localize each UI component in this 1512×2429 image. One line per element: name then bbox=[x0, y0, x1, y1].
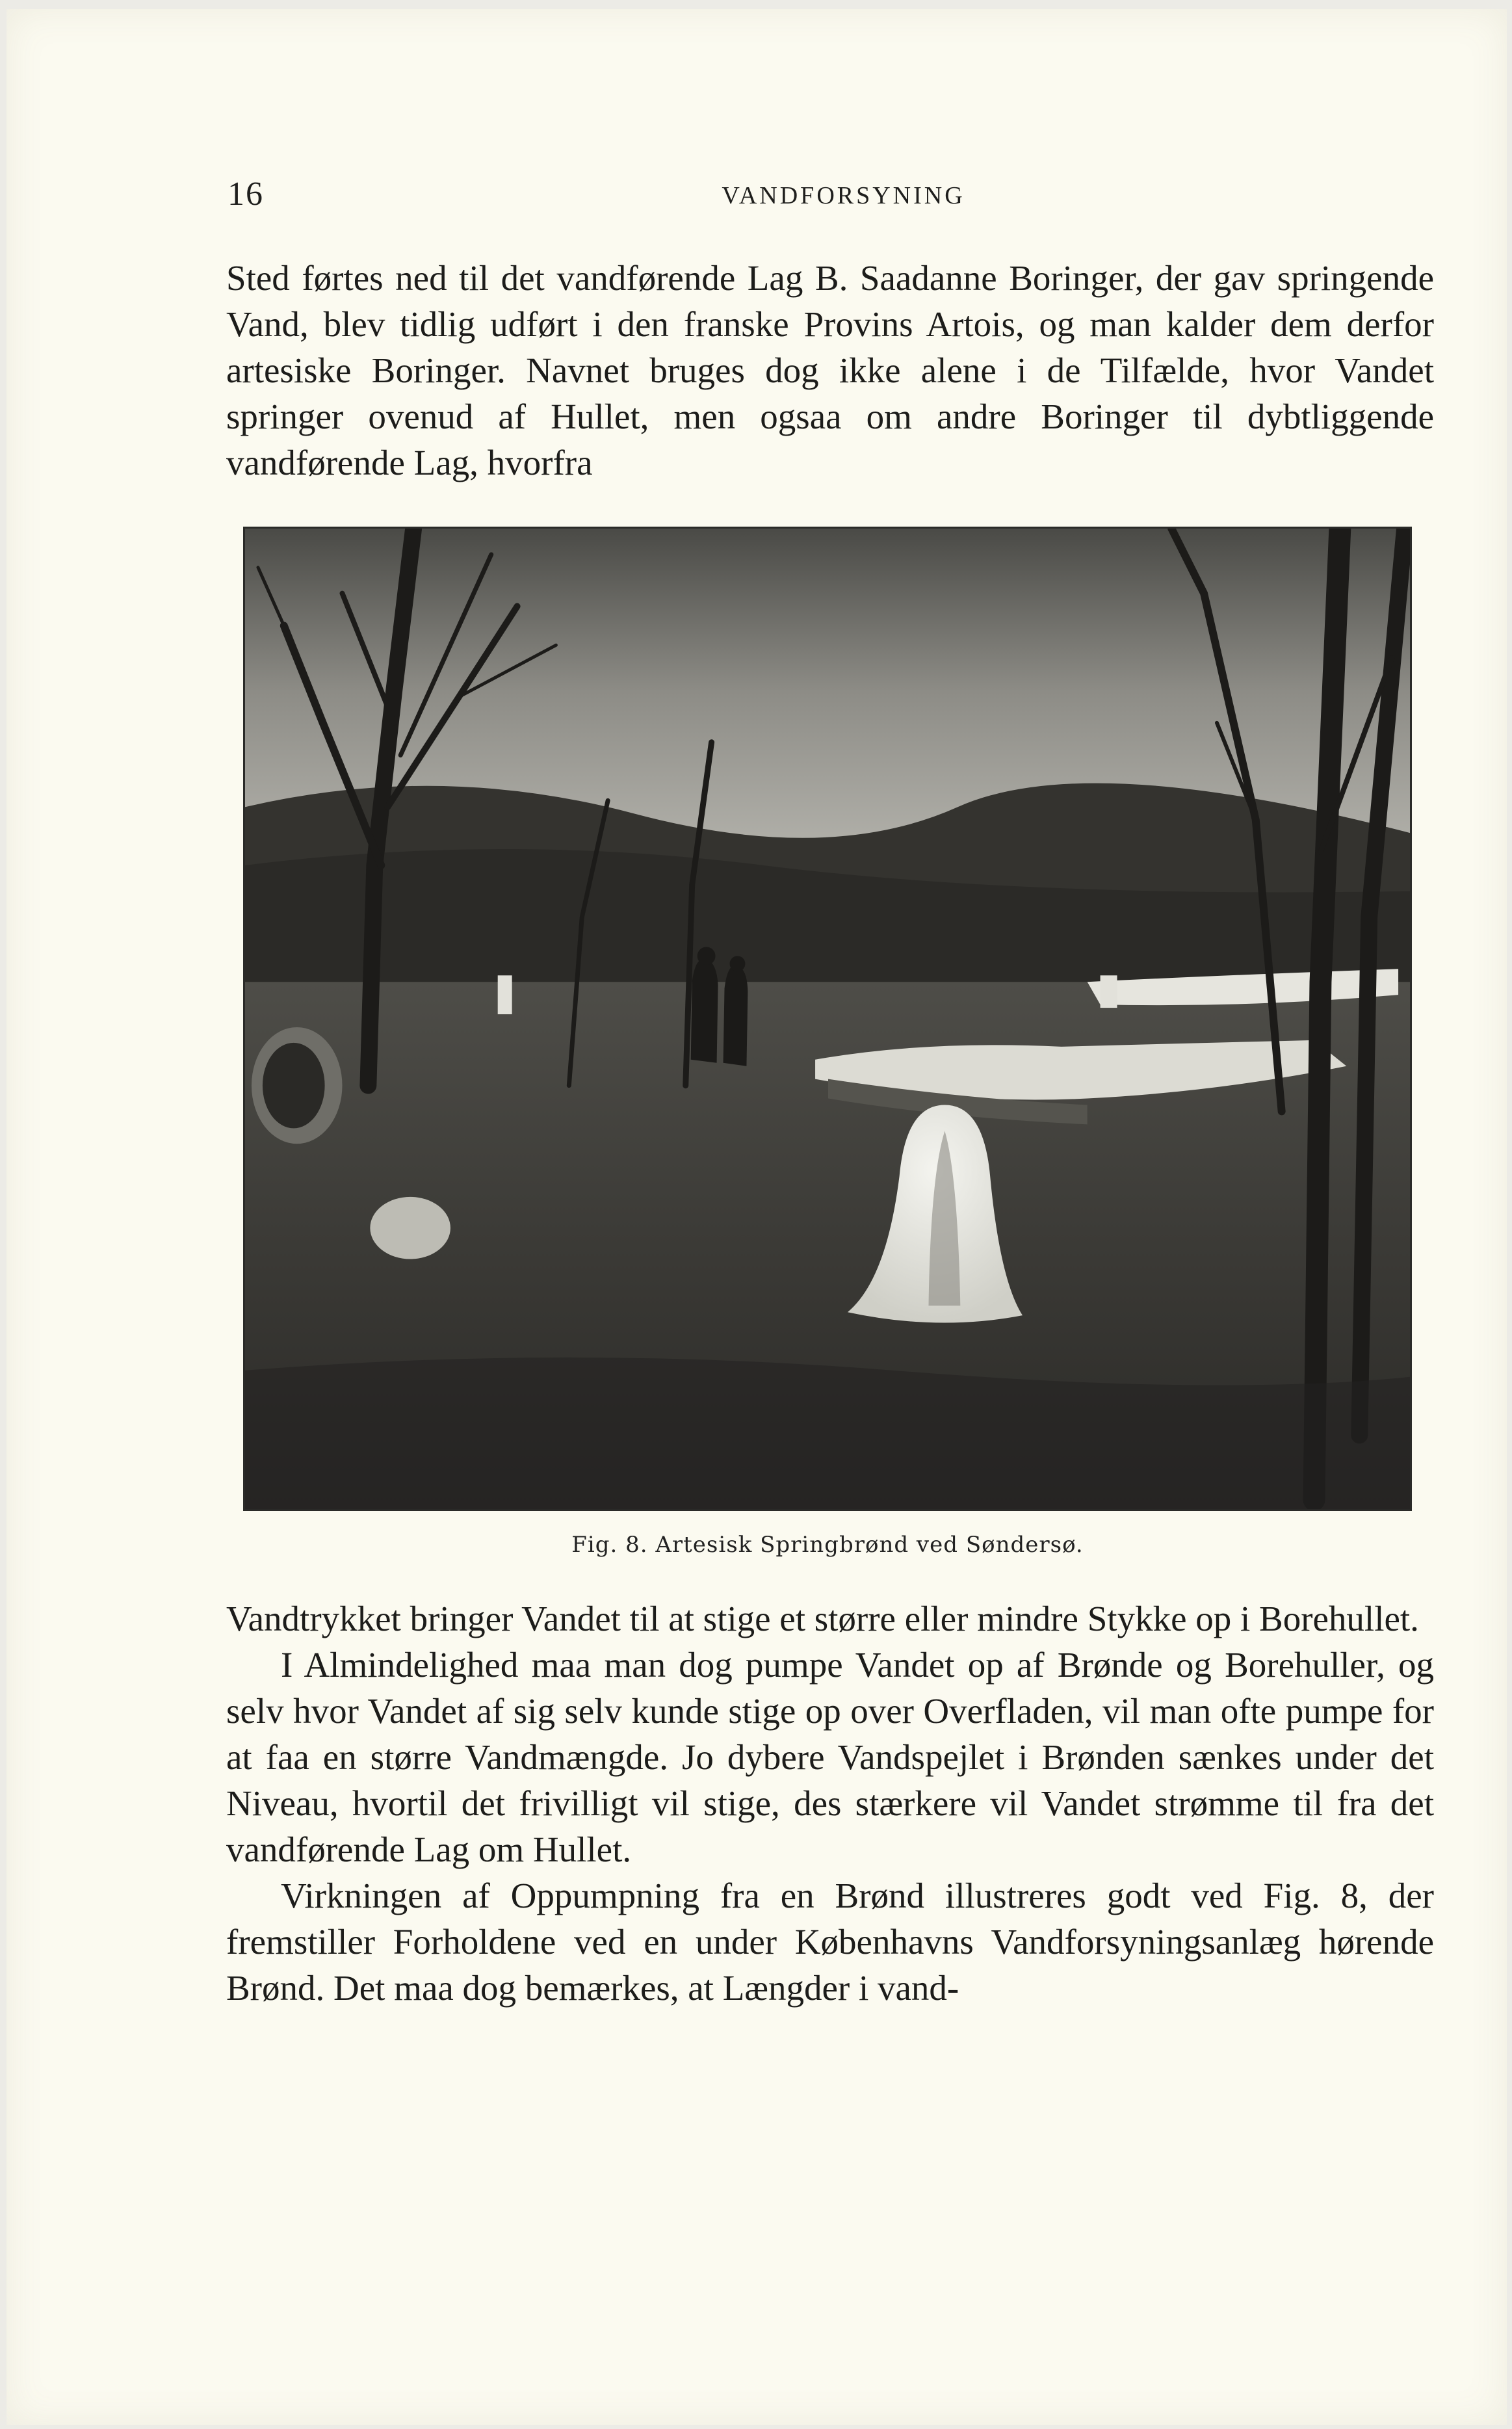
paragraph: Vandtrykket bringer Vandet til at stige et større eller mindre Stykke op i Borehullet. bbox=[226, 1599, 1419, 1638]
body-text-bottom bbox=[226, 1595, 1434, 2011]
paragraph: I Almindelighed maa man dog pumpe Vandet op af Brønde og Borehuller, og selv hvor Vandet af sig selv kunde stige op over Overfladen, vil man ofte pumpe for at faa en større Vandmængde. Jo dybere Vandspejlet i Brønden sænkes under det Niveau, hvortil det frivilligt vil stige, des stærkere vil Vandet strømme til fra det vandførende Lag om Hullet. bbox=[226, 1645, 1434, 1869]
paragraph: Virkningen af Oppumpning fra en Brønd illustreres godt ved Fig. 8, der fremstiller Forholdene ved en under Københavns Vandforsyningsanlæg hørende Brønd. Det maa dog bemærkes, at Længder i vand- bbox=[226, 1876, 1434, 2008]
figure-photo-artesian-well bbox=[243, 527, 1412, 1511]
page-header bbox=[228, 175, 1433, 220]
page-number: 16 bbox=[228, 176, 264, 213]
book-page bbox=[7, 9, 1507, 2425]
photo-illustration bbox=[245, 529, 1410, 1509]
figure-caption: Fig. 8. Artesisk Springbrønd ved Søndersø. bbox=[571, 1532, 1084, 1558]
paragraph: Sted førtes ned til det vandførende Lag B. Saadanne Boringer, der gav springende Vand, blev tidlig udført i den franske Provins Artois, og man kalder dem derfor artesiske Boringer. Navnet bruges dog ikke alene i de Tilfælde, hvor Vandet springer ovenud af Hullet, men ogsaa om andre Boringer til dybtliggende vandførende Lag, hvorfra bbox=[226, 258, 1434, 482]
body-text-top bbox=[226, 255, 1434, 486]
running-title: VANDFORSYNING bbox=[722, 182, 965, 209]
